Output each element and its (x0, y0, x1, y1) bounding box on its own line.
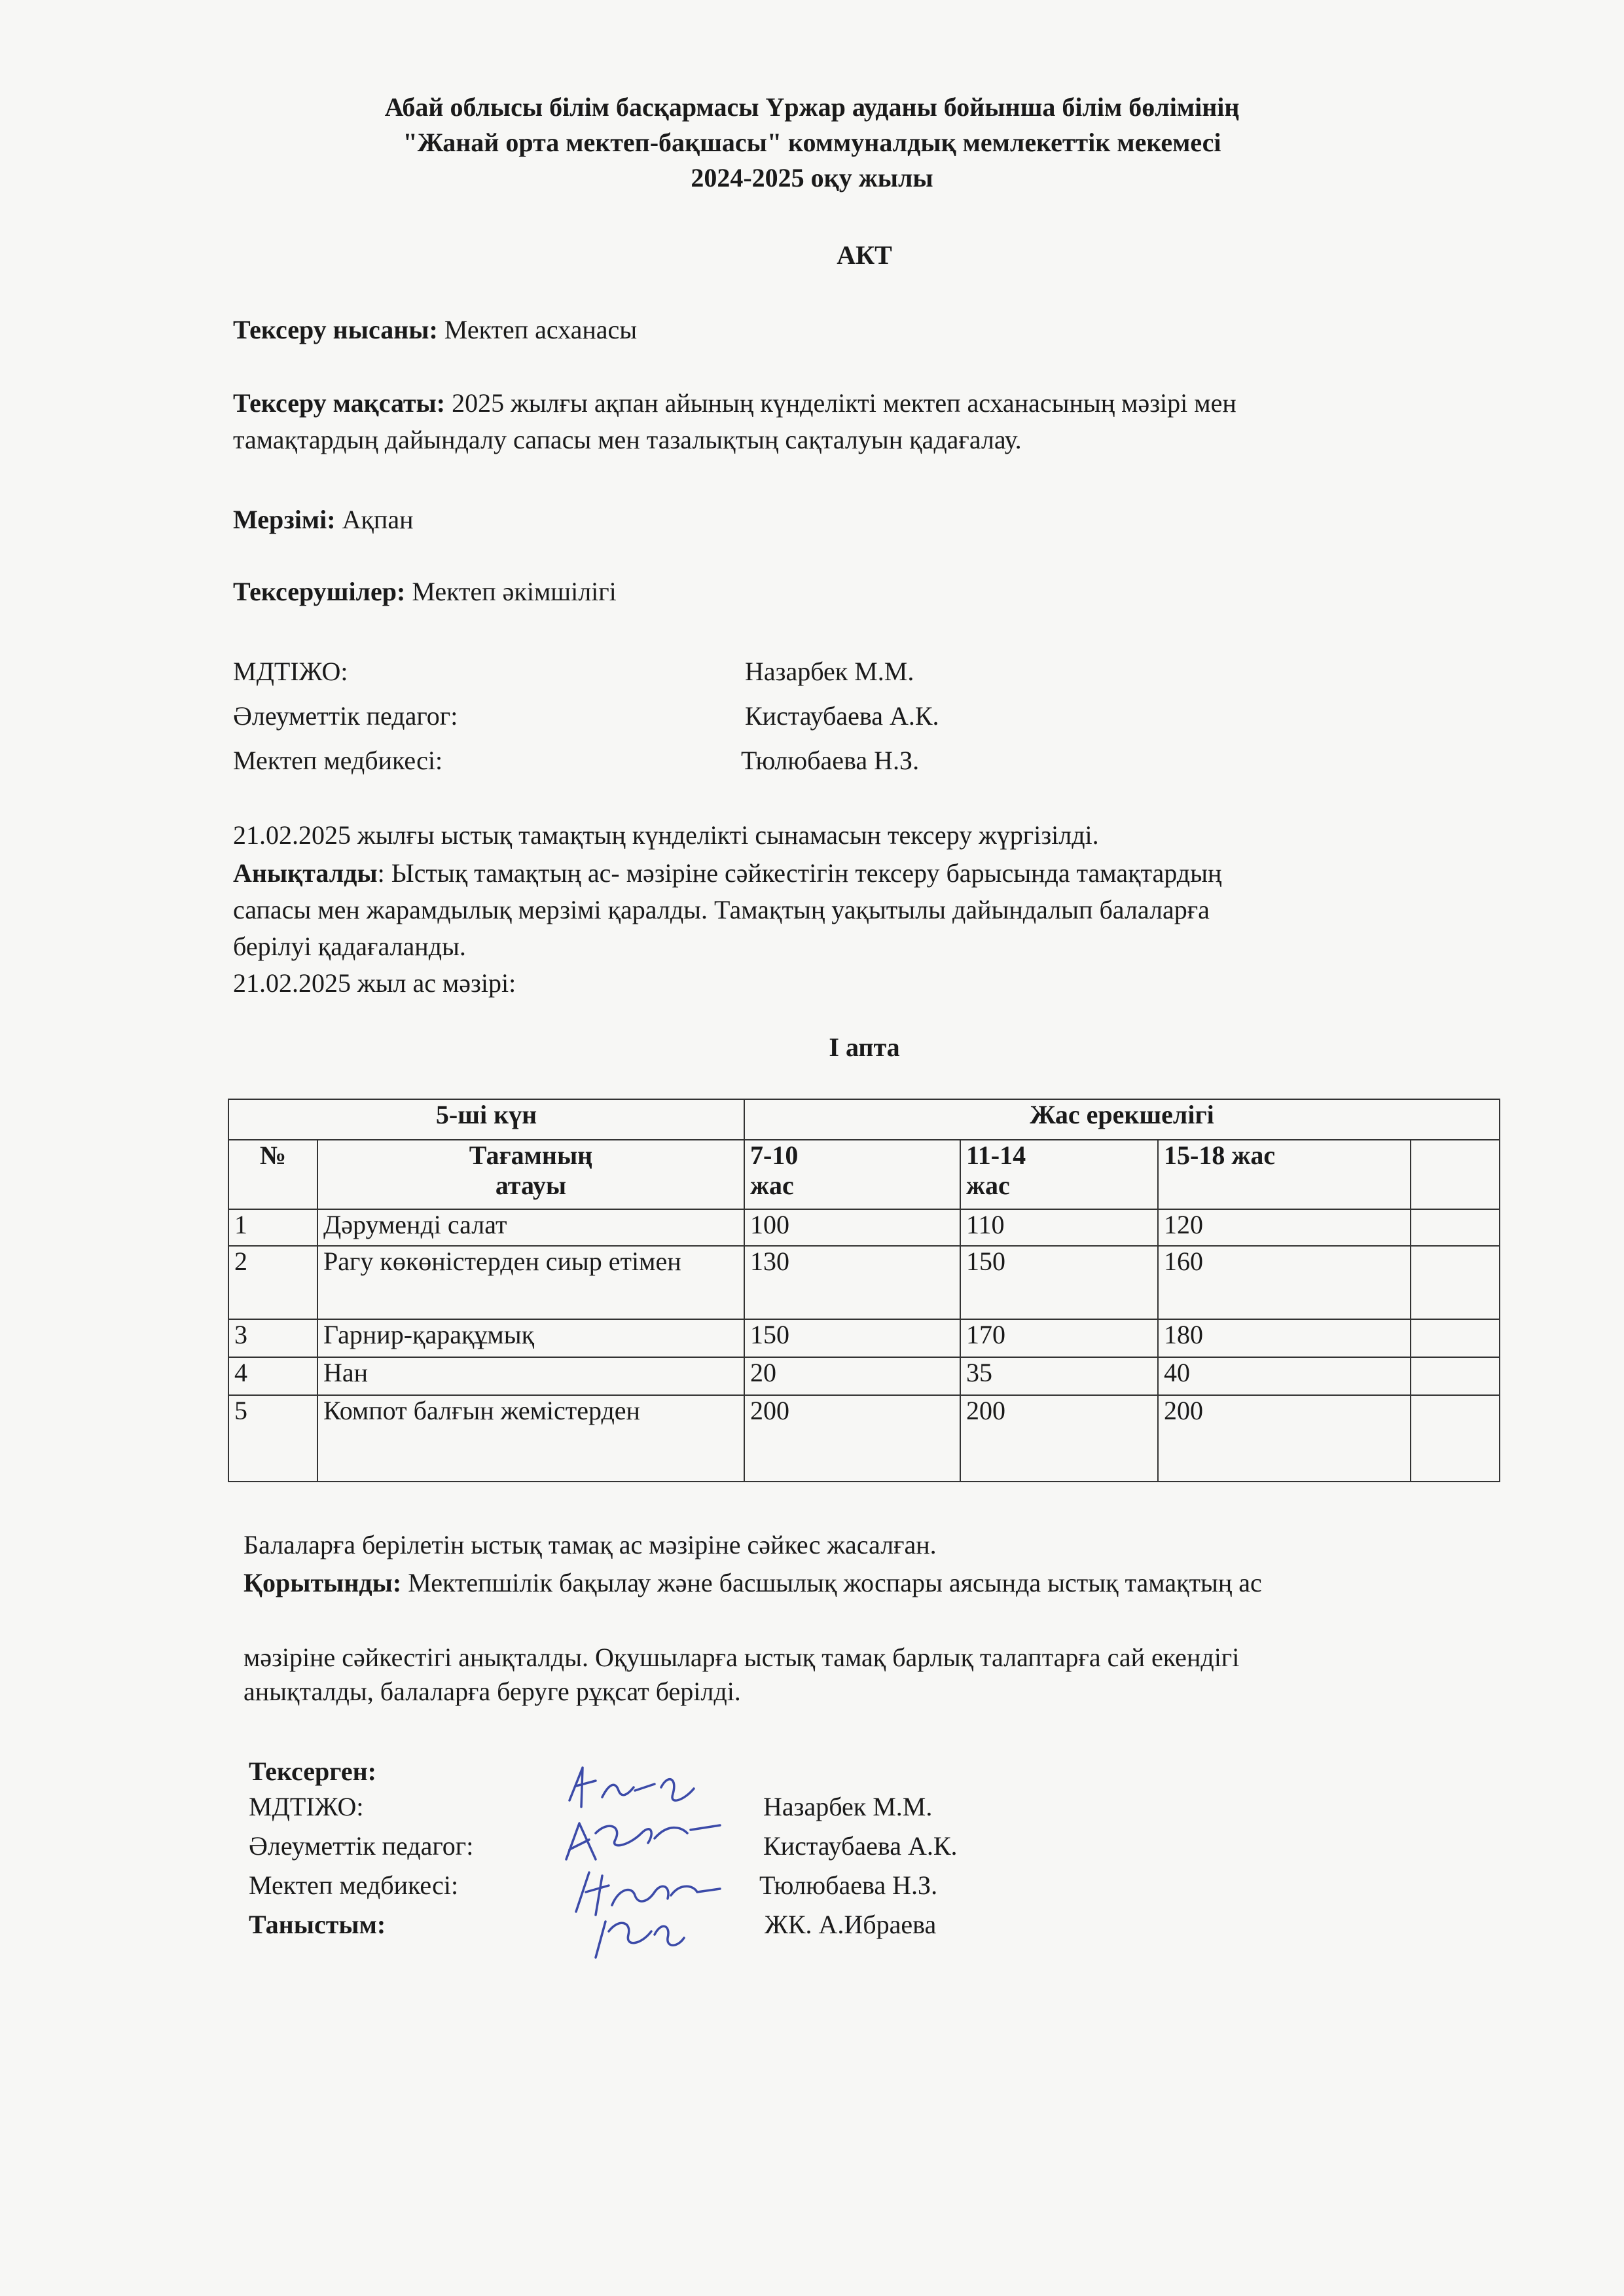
inspection-period-value: Ақпан (335, 505, 414, 534)
signer-name-1: Назарбек М.М. (763, 1792, 933, 1821)
col-age-7-10-line-2: жас (750, 1171, 794, 1200)
table-row (228, 1319, 1500, 1357)
conclusion-line-3: анықталды, балаларға беруге рұқсат берілді. (244, 1677, 741, 1706)
col-name-header (317, 1140, 744, 1209)
findings-line-1 (233, 858, 1221, 888)
staff-name-1: Назарбек М.М. (745, 657, 914, 686)
portion-7-10: 200 (744, 1395, 960, 1482)
findings-line-2: сапасы мен жарамдылық мерзімі қаралды. Тамақтың уақытылы дайындалып балаларға (233, 895, 1210, 924)
col-age-7-10-line-1: 7-10 (750, 1140, 799, 1170)
col-age-11-14-line-2: жас (966, 1171, 1010, 1200)
table-header-row-2 (228, 1140, 1500, 1209)
col-no-header: № (228, 1140, 317, 1209)
row-no: 3 (228, 1319, 317, 1357)
findings-line-3: берілуі қадағаланды. (233, 932, 466, 961)
signer-role-1: МДТІЖО: (249, 1792, 364, 1821)
inspection-object-label: Тексеру нысаны: (233, 315, 438, 344)
inspection-object-value: Мектеп асханасы (437, 315, 638, 344)
inspection-purpose-line-1: 2025 жылғы ақпан айының күнделікті мектеп асханасының мәзірі мен (445, 388, 1236, 418)
empty-cell (1411, 1357, 1500, 1395)
inspection-period (233, 504, 413, 535)
col-name-header-line-2: атауы (495, 1171, 567, 1200)
portion-7-10: 20 (744, 1357, 960, 1395)
empty-cell (1411, 1395, 1500, 1482)
inspection-purpose (233, 388, 1236, 418)
row-no: 2 (228, 1246, 317, 1319)
staff-name-2: Кистаубаева А.К. (745, 701, 939, 731)
inspection-purpose-line-2: тамақтардың дайындалу сапасы мен тазалықтың сақталуын қадағалау. (233, 425, 1022, 454)
table-header-row-1 (228, 1099, 1500, 1140)
signature-3 (576, 1872, 720, 1915)
document-title: АКТ (837, 240, 892, 270)
conclusion-label: Қорытынды: (244, 1568, 402, 1597)
portion-7-10: 150 (744, 1319, 960, 1357)
table-row (228, 1395, 1500, 1482)
col-empty-header (1411, 1140, 1500, 1209)
signer-name-2: Кистаубаева А.К. (763, 1831, 958, 1861)
checked-by-label: Тексерген: (249, 1757, 376, 1786)
table-row (228, 1357, 1500, 1395)
conclusion-line-2: мәзіріне сәйкестігі анықталды. Оқушыларға ыстық тамақ барлық талаптарға сай екендігі (244, 1643, 1240, 1672)
row-no: 4 (228, 1357, 317, 1395)
check-line: 21.02.2025 жылғы ыстық тамақтың күнделікті сынамасын тексеру жүргізілді. (233, 820, 1099, 850)
portion-15-18: 200 (1158, 1395, 1411, 1482)
col-age-11-14-header (960, 1140, 1158, 1209)
staff-role-2: Әлеуметтік педагог: (233, 701, 458, 731)
conclusion-text-1: Мектепшілік бақылау және басшылық жоспары аясында ыстық тамақтың ас (401, 1568, 1262, 1597)
portion-11-14: 150 (960, 1246, 1158, 1319)
acquainted-label: Таныстым: (249, 1910, 386, 1939)
inspection-purpose-label: Тексеру мақсаты: (233, 388, 446, 418)
dish-name: Гарнир-қарақұмық (317, 1319, 744, 1357)
col-name-header-line-1: Тағамның (469, 1140, 593, 1170)
staff-role-1: МДТІЖО: (233, 657, 348, 686)
signer-name-3: Тюлюбаева Н.З. (759, 1870, 938, 1900)
inspectors-value: Мектеп әкімшілігі (405, 577, 617, 606)
signer-role-2: Әлеуметтік педагог: (249, 1831, 474, 1861)
week-label: І апта (829, 1032, 900, 1062)
staff-role-3: Мектеп медбикесі: (233, 746, 443, 775)
col-age-15-18-header: 15-18 жас (1158, 1140, 1411, 1209)
portion-7-10: 100 (744, 1209, 960, 1246)
portion-15-18: 40 (1158, 1357, 1411, 1395)
col-age-11-14-line-1: 11-14 (966, 1140, 1026, 1170)
menu-table (228, 1099, 1500, 1482)
empty-cell (1411, 1209, 1500, 1246)
row-no: 5 (228, 1395, 317, 1482)
signature-1 (569, 1768, 694, 1807)
header-line-2: "Жанай орта мектеп-бақшасы" коммуналдық мемлекеттік мекемесі (403, 128, 1221, 157)
portion-15-18: 180 (1158, 1319, 1411, 1357)
portion-11-14: 200 (960, 1395, 1158, 1482)
dish-name: Компот балғын жемістерден (317, 1395, 744, 1482)
handwritten-signatures (556, 1761, 792, 1971)
table-row (228, 1246, 1500, 1319)
day-header: 5-ші күн (228, 1099, 744, 1140)
portion-11-14: 110 (960, 1209, 1158, 1246)
portion-7-10: 130 (744, 1246, 960, 1319)
inspectors-label: Тексерушілер: (233, 577, 406, 606)
portion-15-18: 160 (1158, 1246, 1411, 1319)
signer-role-3: Мектеп медбикесі: (249, 1870, 459, 1900)
row-no: 1 (228, 1209, 317, 1246)
signature-4 (596, 1922, 684, 1958)
age-header: Жас ерекшелігі (744, 1099, 1500, 1140)
header-line-1: Абай облысы білім басқармасы Үржар ауданы бойынша білім бөлімінің (384, 92, 1240, 122)
findings-text-1: : Ыстық тамақтың ас- мәзіріне сәйкестігін тексеру барысында тамақтардың (377, 858, 1222, 888)
portion-11-14: 35 (960, 1357, 1158, 1395)
dish-name: Дәруменді салат (317, 1209, 744, 1246)
portion-15-18: 120 (1158, 1209, 1411, 1246)
menu-date-line: 21.02.2025 жыл ас мәзірі: (233, 968, 516, 998)
table-row (228, 1209, 1500, 1246)
dish-name: Рагу көкөністерден сиыр етімен (317, 1246, 744, 1319)
col-age-7-10-header (744, 1140, 960, 1209)
inspection-period-label: Мерзімі: (233, 505, 336, 534)
empty-cell (1411, 1319, 1500, 1357)
acquainted-name: ЖК. А.Ибраева (765, 1910, 937, 1939)
header-line-3: 2024-2025 оқу жылы (691, 163, 933, 192)
staff-name-3: Тюлюбаева Н.З. (741, 746, 920, 775)
signature-2 (566, 1823, 720, 1859)
conclusion-line-1 (244, 1567, 1262, 1598)
summary-line: Балаларға берілетін ыстық тамақ ас мәзіріне сәйкес жасалған. (244, 1530, 937, 1559)
empty-cell (1411, 1246, 1500, 1319)
portion-11-14: 170 (960, 1319, 1158, 1357)
inspectors (233, 576, 617, 607)
findings-label: Анықталды (233, 858, 378, 888)
inspection-object (233, 314, 637, 345)
dish-name: Нан (317, 1357, 744, 1395)
